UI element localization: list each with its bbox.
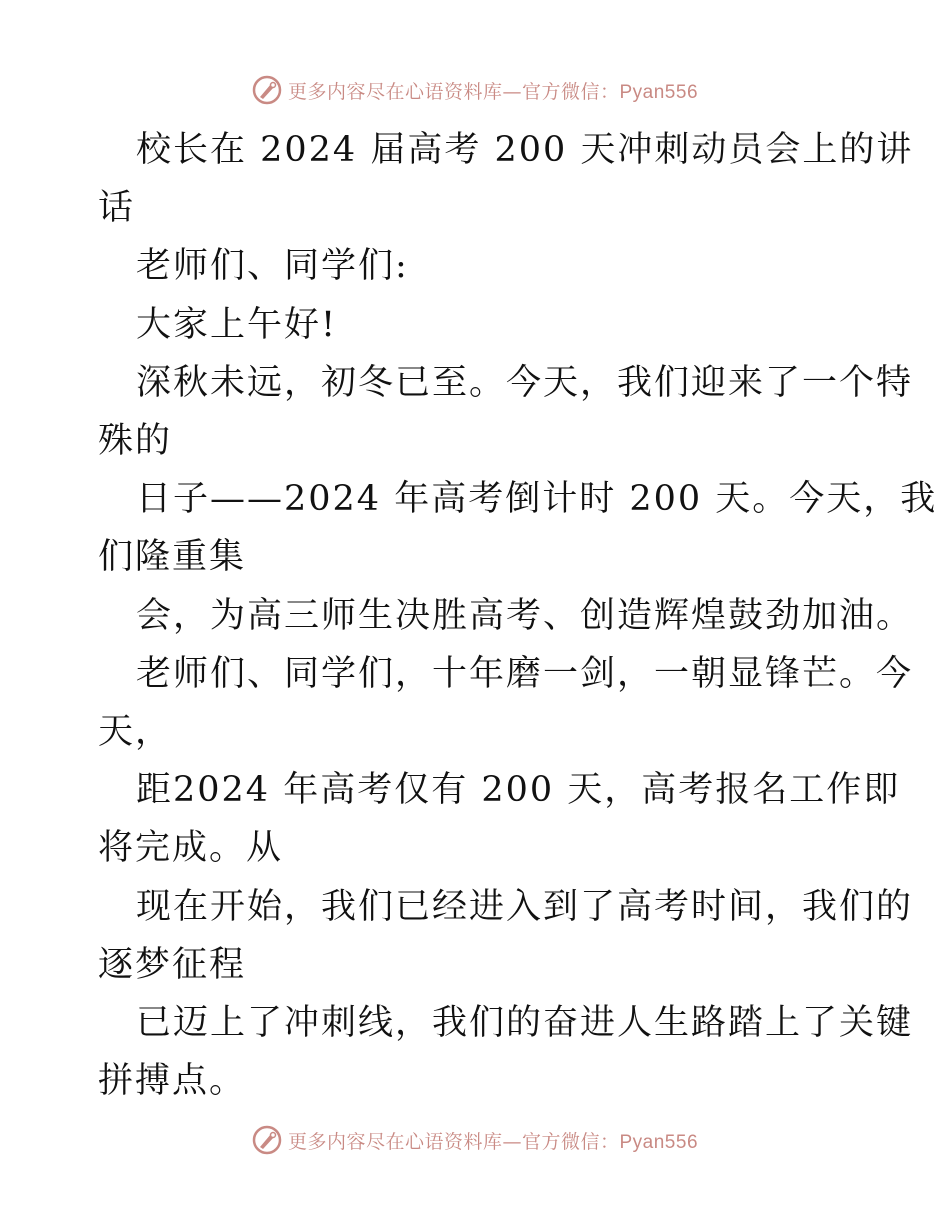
title-line-2: 话 — [98, 188, 136, 228]
greeting: 大家上午好! — [136, 305, 338, 345]
paragraph-line: 距2024 年高考仅有 200 天，高考报名工作即 — [136, 770, 901, 810]
watermark-text: 更多内容尽在心语资料库—官方微信：Pyan556 — [287, 1130, 699, 1153]
wechat-id: Pyan556 — [619, 81, 699, 103]
paragraph-line: 殊的 — [98, 421, 173, 461]
salutation: 老师们、同学们: — [136, 246, 409, 286]
paragraph-line: 拼搏点。 — [98, 1061, 247, 1101]
watermark-banner-top — [0, 70, 950, 110]
wechat-id: Pyan556 — [619, 1131, 699, 1153]
pen-logo-icon — [252, 75, 282, 105]
paragraph-line: 会，为高三师生决胜高考、创造辉煌鼓劲加油。 — [136, 596, 914, 636]
paragraph-line: 老师们、同学们，十年磨一剑，一朝显锋芒。今 — [136, 654, 914, 694]
paragraph-line: 逐梦征程 — [98, 945, 247, 985]
paragraph-line: 已迈上了冲刺线，我们的奋进人生路踏上了关键 — [136, 1003, 914, 1043]
paragraph-line: 们隆重集 — [98, 537, 247, 577]
pen-logo-icon — [252, 1125, 282, 1155]
paragraph-line: 现在开始，我们已经进入到了高考时间，我们的 — [136, 887, 914, 927]
paragraph-line: 天， — [98, 712, 173, 752]
watermark-banner-bottom — [0, 1120, 950, 1160]
paragraph-line: 日子——2024 年高考倒计时 200 天。今天，我 — [136, 479, 938, 519]
paragraph-line: 将完成。从 — [98, 828, 284, 868]
paragraph-line: 深秋未远，初冬已至。今天，我们迎来了一个特 — [136, 363, 914, 403]
title-line-1: 校长在 2024 届高考 200 天冲刺动员会上的讲 — [136, 130, 914, 170]
watermark-text: 更多内容尽在心语资料库—官方微信：Pyan556 — [287, 80, 699, 103]
